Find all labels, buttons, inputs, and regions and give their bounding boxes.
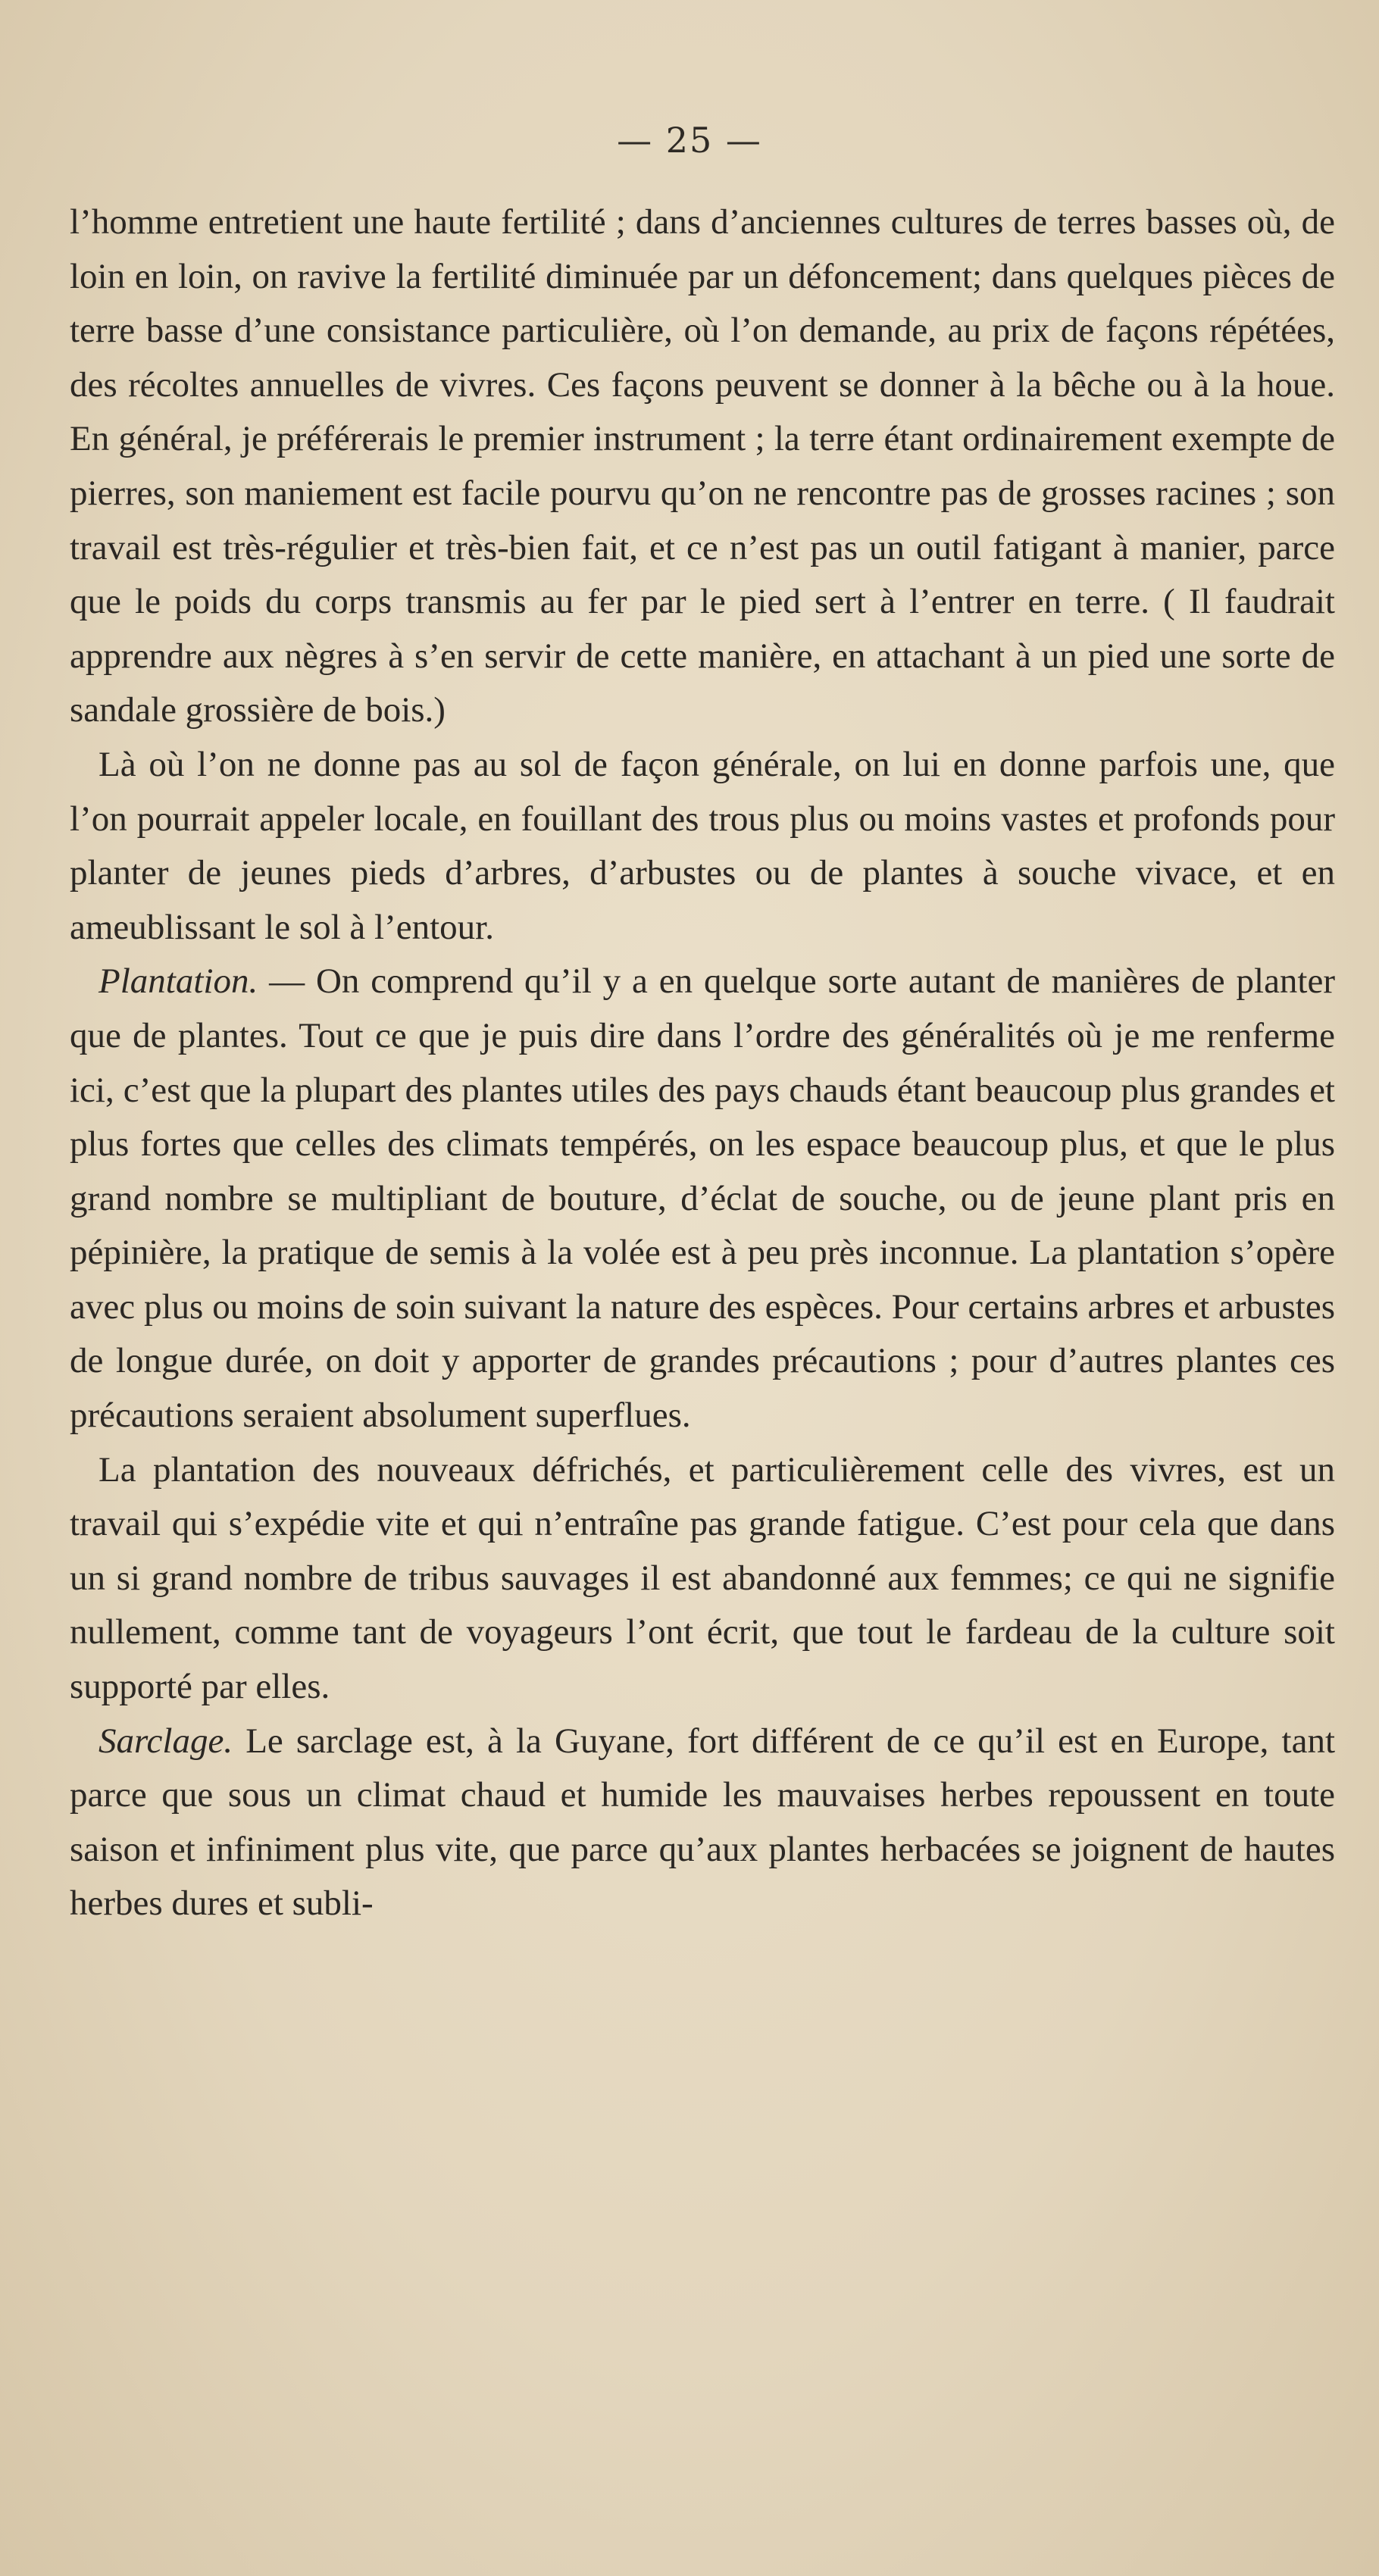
paragraph-plantation-text: — On comprend qu’il y a en quelque sorte autant de manières de planter que de plantes. Tout ce que je puis dire dans l’ordre des généralités où je me renferme ici, c’est que la plupart des plantes utiles des pays chauds étant beaucoup plus grandes et plus fortes que celles des climats tempérés, on les espace beaucoup plus, et que le plus grand nombre se multipliant de bouture, d’éclat de souche, ou de jeune plant pris en pépinière, la pratique de semis à la volée est à peu près inconnue. La plantation s’opère avec plus ou moins de soin suivant la nature des espèces. Pour certains arbres et arbustes de longue durée, on doit y apporter de grandes précautions ; pour d’autres plantes ces précautions seraient absolument superflues. bbox=[70, 961, 1336, 1436]
body-text bbox=[70, 195, 1335, 1931]
paragraph-plantation bbox=[70, 955, 1335, 1443]
paragraph-4-text: La plantation des nouveaux défrichés, et particulièrement celle des vivres, est un travail qui s’expédie vite et qui n’entraîne pas grande fatigue. C’est pour cela que dans un si grand nombre de tribus sauvages il est abandonné aux femmes; ce qui ne signifie nullement, comme tant de voyageurs l’ont écrit, que tout le fardeau de la culture soit supporté par elles. bbox=[70, 1449, 1335, 1707]
paragraph-1-text: l’homme entretient une haute fertilité ; dans d’anciennes cultures de terres basses où, de loin en loin, on ravive la fertilité diminuée par un défoncement; dans quelques pièces de terre basse d’une consistance particulière, où l’on demande, au prix de façons répétées, des récoltes annuelles de vivres. Ces façons peuvent se donner à la bêche ou à la houe. En général, je préférerais le premier instrument ; la terre étant ordinairement exempte de pierres, son maniement est facile pourvu qu’on ne rencontre pas de grosses racines ; son travail est très-régulier et très-bien fait, et ce n’est pas un outil fatigant à manier, parce que le poids du corps transmis au fer par le pied sert à l’entrer en terre. ( Il faudrait apprendre aux nègres à s’en servir de cette manière, en attachant à un pied une sorte de sandale grossière de bois.) bbox=[70, 202, 1335, 730]
paragraph-sarclage-text: Le sarclage est, à la Guyane, fort différent de ce qu’il est en Europe, tant parce que sous un climat chaud et humide les mauvaises herbes repoussent en toute saison et infiniment plus vite, que parce qu’aux plantes herbacées se joignent de hautes herbes dures et subli- bbox=[70, 1721, 1335, 1924]
paragraph-4 bbox=[70, 1443, 1335, 1715]
paragraph-2-text: Là où l’on ne donne pas au sol de façon générale, on lui en donne parfois une, que l’on pourrait appeler locale, en fouillant des trous plus ou moins vastes et profonds pour planter de jeunes pieds d’arbres, d’arbustes ou de plantes à souche vivace, et en ameublissant le sol à l’entour. bbox=[70, 744, 1335, 947]
section-heading-plantation: Plantation. bbox=[98, 961, 258, 1002]
page-number: — 25 — bbox=[617, 120, 762, 161]
section-heading-sarclage: Sarclage. bbox=[98, 1721, 233, 1761]
paragraph-2 bbox=[70, 738, 1335, 955]
paragraph-sarclage bbox=[70, 1715, 1335, 1931]
paragraph-1 bbox=[70, 195, 1335, 738]
